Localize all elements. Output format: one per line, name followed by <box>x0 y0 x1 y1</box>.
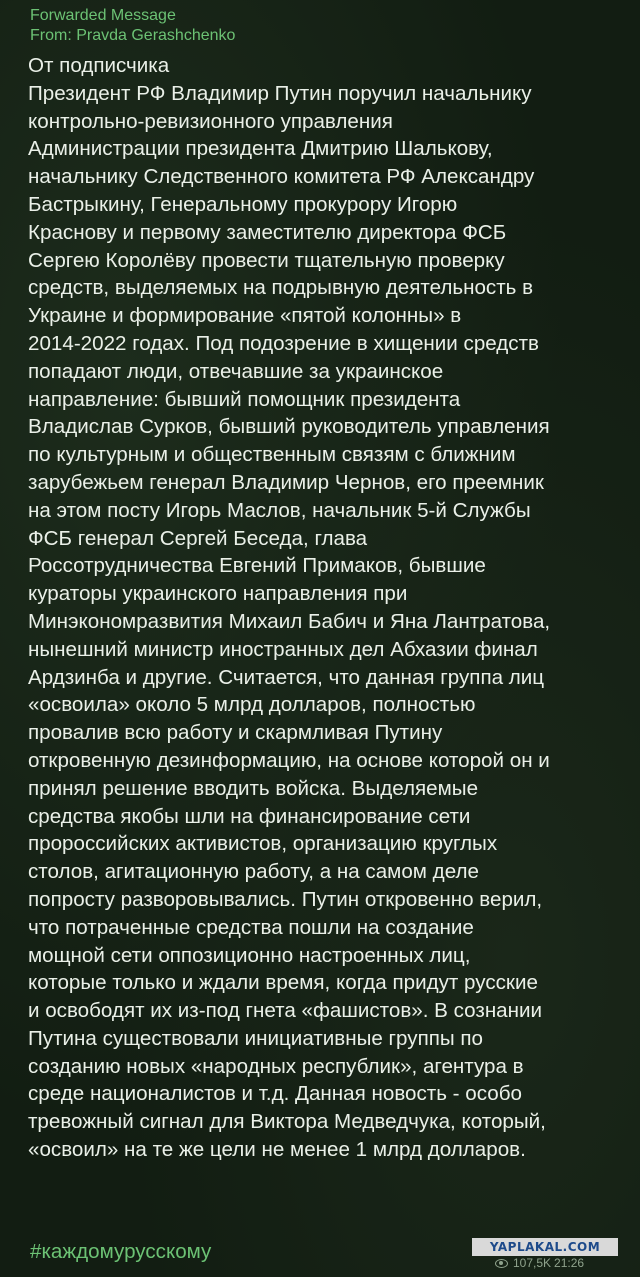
message-line: на этом посту Игорь Маслов, начальник 5-й Службы <box>28 498 531 522</box>
message-line: провалив всю работу и скармливая Путину <box>28 721 443 745</box>
message-line: Администрации президента Дмитрию Шалькову, <box>28 137 493 161</box>
site-watermark: YAPLAKAL.COM <box>472 1238 618 1256</box>
message-line: ФСБ генерал Сергей Беседа, глава <box>28 526 368 550</box>
message-line: Ардзинба и другие. Считается, что данная группа лиц <box>28 665 545 689</box>
message-line: которые только и ждали время, когда придут русские <box>28 971 538 995</box>
message-meta <box>495 1256 584 1270</box>
message-time: 21:26 <box>554 1256 585 1270</box>
message-line: кураторы украинского направления при <box>28 582 408 606</box>
eye-icon <box>495 1259 508 1268</box>
message-line: средства якобы шли на финансирование сети <box>28 804 471 828</box>
message-line: «освоила» около 5 млрд долларов, полностью <box>28 693 476 717</box>
message-line: Сергею Королёву провести тщательную проверку <box>28 248 505 272</box>
forward-source[interactable]: From: Pravda Gerashchenko <box>30 27 236 44</box>
message-line: пророссийских активистов, организацию круглых <box>28 832 498 856</box>
message-line: попадают люди, отвечавшие за украинское <box>28 359 444 383</box>
message-line: Путина существовали инициативные группы по <box>28 1026 484 1050</box>
message-line: попросту разворовывались. Путин откровенно верил, <box>28 887 543 911</box>
message-line: начальнику Следственного комитета РФ Александру <box>28 165 535 189</box>
message-line: «освоил» на те же цели не менее 1 млрд долларов. <box>28 1138 526 1162</box>
message-line: Бастрыкину, Генеральному прокурору Игорю <box>28 192 458 216</box>
hashtag-link[interactable]: #каждомурусскому <box>30 1240 212 1263</box>
message-line: Краснову и первому заместителю директора ФСБ <box>28 220 507 244</box>
message-line: столов, агитационную работу, а на самом деле <box>28 860 479 884</box>
message-line: средств, выделяемых на подрывную деятельность в <box>28 276 534 300</box>
message-line: Минэкономразвития Михаил Бабич и Яна Лантратова, <box>28 609 551 633</box>
forward-label: Forwarded Message <box>30 7 176 24</box>
message-line: принял решение вводить войска. Выделяемые <box>28 776 479 800</box>
message-line: мощной сети оппозиционно настроенных лиц, <box>28 943 471 967</box>
message-line: по культурным и общественным связям с ближним <box>28 443 516 467</box>
message-line: Россотрудничества Евгений Примаков, бывшие <box>28 554 486 578</box>
message-line: Президент РФ Владимир Путин поручил начальнику <box>28 81 532 105</box>
message-line: Украине и формирование «пятой колонны» в <box>28 304 462 328</box>
message-line: среде националистов и т.д. Данная новость - особо <box>28 1082 522 1106</box>
message-line: созданию новых «народных республик», агентура в <box>28 1054 524 1078</box>
view-count: 107,5K <box>513 1256 552 1270</box>
message-line: 2014-2022 годах. Под подозрение в хищении средств <box>28 331 539 355</box>
message-line: направление: бывший помощник президента <box>28 387 461 411</box>
message-line: нынешний министр иностранных дел Абхазии финал <box>28 637 538 661</box>
message-line: От подписчика <box>28 54 170 77</box>
message-text <box>28 52 634 1164</box>
message-line: зарубежьем генерал Владимир Чернов, его преемник <box>28 470 544 494</box>
message-line: тревожный сигнал для Виктора Медведчука, который, <box>28 1110 546 1134</box>
message-line: контрольно-ревизионного управления <box>28 109 393 133</box>
message-line: Владислав Сурков, бывший руководитель управления <box>28 415 550 439</box>
message-line: откровенную дезинформацию, на основе которой он и <box>28 748 550 772</box>
message-line: что потраченные средства пошли на создание <box>28 915 474 939</box>
forward-header[interactable] <box>30 6 235 46</box>
message-line: и освободят их из-под гнета «фашистов». В сознании <box>28 999 543 1023</box>
